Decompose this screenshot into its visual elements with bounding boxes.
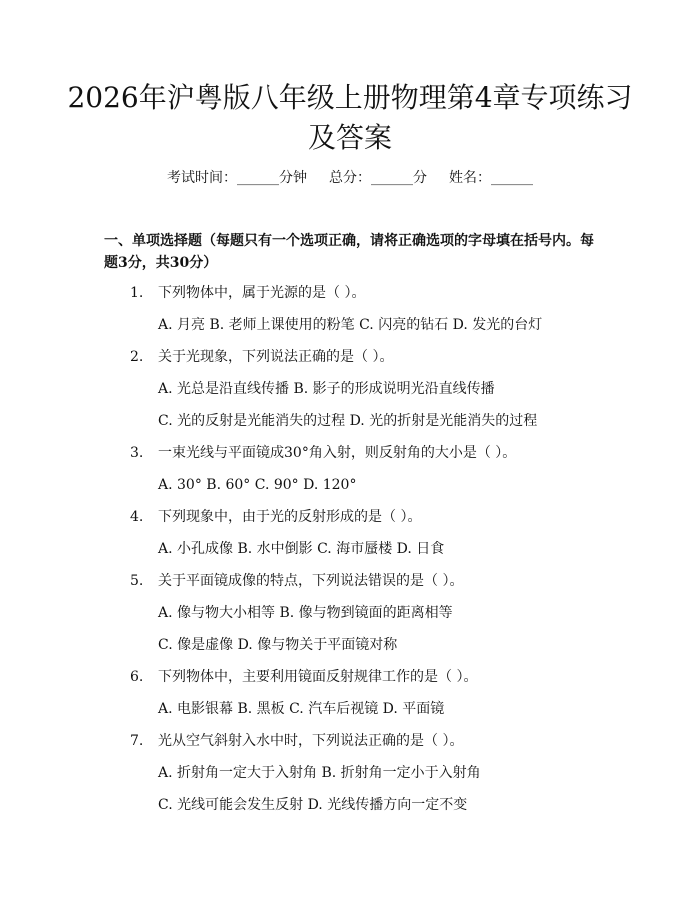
- question-text: 关于光现象，下列说法正确的是（ ）。: [158, 349, 394, 365]
- exam-info: [0, 168, 700, 188]
- question-5-options-line-2: C. 像是虚像 D. 像与物关于平面镜对称: [158, 637, 398, 653]
- question-5-options-line-1: A. 像与物大小相等 B. 像与物到镜面的距离相等: [158, 605, 453, 621]
- question-1-options: A. 月亮 B. 老师上课使用的粉笔 C. 闪亮的钻石 D. 发光的台灯: [158, 317, 543, 333]
- question-6: [130, 667, 630, 687]
- question-7-options-line-2: C. 光线可能会发生反射 D. 光线传播方向一定不变: [158, 797, 468, 813]
- question-number: 1.: [130, 285, 144, 301]
- question-3-options: A. 30° B. 60° C. 90° D. 120°: [158, 477, 357, 493]
- question-text: 光从空气斜射入水中时，下列说法正确的是（ ）。: [158, 733, 464, 749]
- document-title: 2026年沪粤版八年级上册物理第4章专项练习及答案: [67, 81, 633, 154]
- question-text: 下列现象中，由于光的反射形成的是（ ）。: [158, 509, 422, 525]
- question-4: [130, 507, 630, 527]
- section-heading: 一、单项选择题（每题只有一个选项正确，请将正确选项的字母填在括号内。每题3分，共30分）: [104, 233, 594, 271]
- question-number: 3.: [130, 445, 144, 461]
- exam-total-score: 总分：______分: [329, 170, 427, 186]
- question-7: [130, 731, 630, 751]
- question-2-options-line-2: C. 光的反射是光能消失的过程 D. 光的折射是光能消失的过程: [158, 413, 538, 429]
- question-2-options-line-1: A. 光总是沿直线传播 B. 影子的形成说明光沿直线传播: [158, 381, 495, 397]
- question-2: [130, 347, 630, 367]
- question-text: 一束光线与平面镜成30°角入射，则反射角的大小是（ ）。: [158, 445, 517, 461]
- question-text: 下列物体中，主要利用镜面反射规律工作的是（ ）。: [158, 669, 478, 685]
- exam-time: 考试时间：______分钟: [167, 170, 307, 186]
- question-4-options: A. 小孔成像 B. 水中倒影 C. 海市蜃楼 D. 日食: [158, 541, 445, 557]
- question-number: 5.: [130, 573, 144, 589]
- question-7-options-line-1: A. 折射角一定大于入射角 B. 折射角一定小于入射角: [158, 765, 481, 781]
- question-1: [130, 283, 630, 303]
- question-number: 4.: [130, 509, 144, 525]
- question-number: 7.: [130, 733, 144, 749]
- question-3: [130, 443, 630, 463]
- question-text: 下列物体中，属于光源的是（ ）。: [158, 285, 366, 301]
- question-6-options: A. 电影银幕 B. 黑板 C. 汽车后视镜 D. 平面镜: [158, 701, 445, 717]
- question-5: [130, 571, 630, 591]
- question-number: 6.: [130, 669, 144, 685]
- exam-name: 姓名：______: [449, 170, 533, 186]
- question-text: 关于平面镜成像的特点，下列说法错误的是（ ）。: [158, 573, 464, 589]
- question-number: 2.: [130, 349, 144, 365]
